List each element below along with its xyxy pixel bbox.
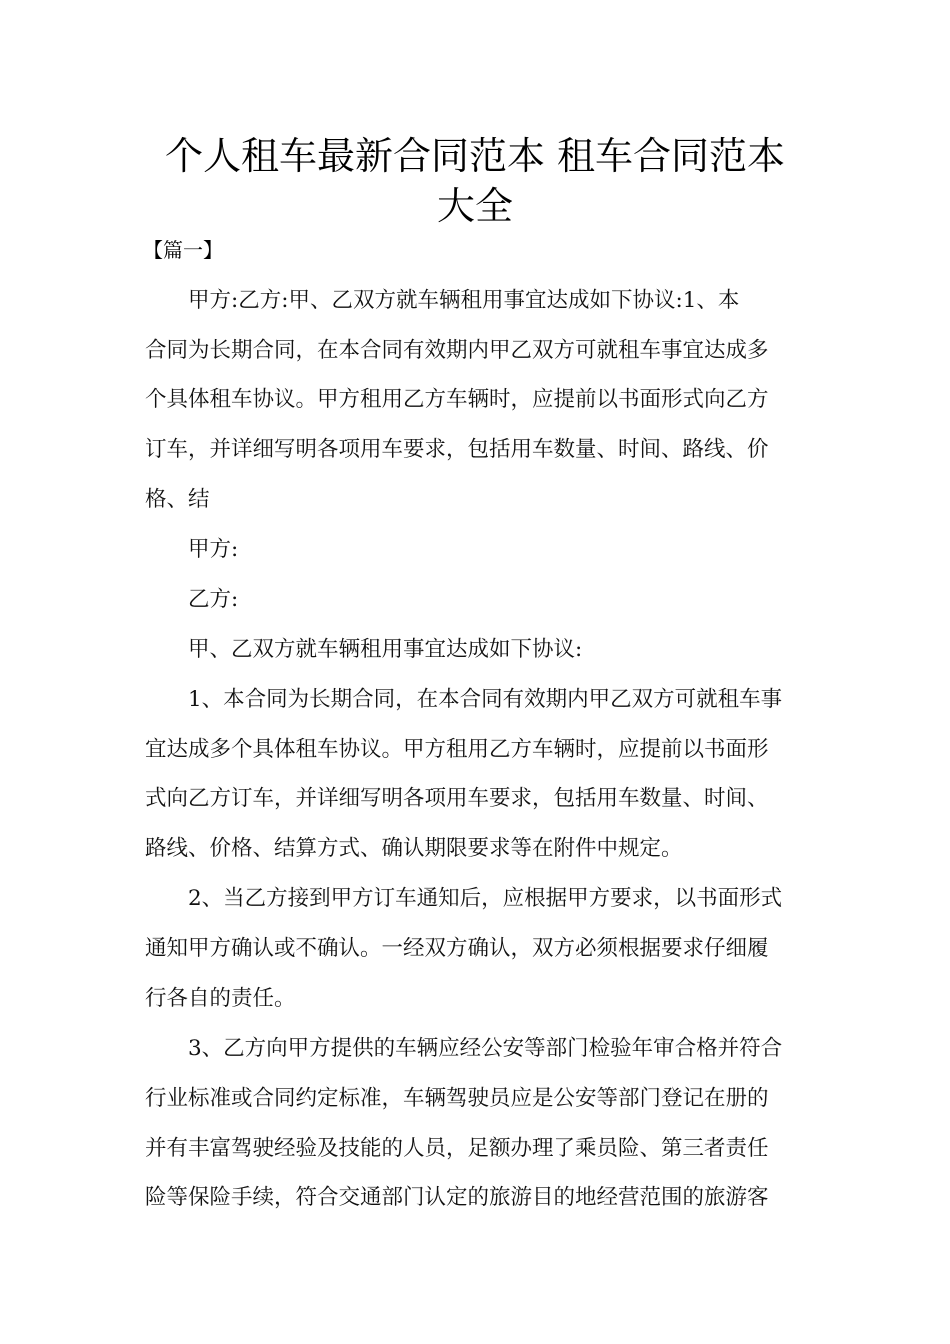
body-line: 行各自的责任。: [145, 986, 296, 1011]
body-line: 1、本合同为长期合同，在本合同有效期内甲乙双方可就租车事: [145, 687, 783, 712]
body-line: 甲方:: [145, 537, 239, 562]
section-label: 【篇一】: [143, 238, 223, 262]
body-line: 合同为长期合同，在本合同有效期内甲乙双方可就租车事宜达成多: [145, 338, 769, 363]
body-line: 乙方:: [145, 587, 239, 612]
body-line: 格、结: [145, 487, 210, 512]
body-line: 订车，并详细写明各项用车要求，包括用车数量、时间、路线、价: [145, 437, 769, 462]
body-line: 宜达成多个具体租车协议。甲方租用乙方车辆时，应提前以书面形: [145, 737, 769, 762]
document-title-line2: 大全: [436, 184, 513, 228]
body-line: 通知甲方确认或不确认。一经双方确认，双方必须根据要求仔细履: [145, 936, 769, 961]
body-line: 甲方:乙方:甲、乙双方就车辆租用事宜达成如下协议:1、本: [145, 288, 740, 313]
body-line: 险等保险手续，符合交通部门认定的旅游目的地经营范围的旅游客: [145, 1185, 769, 1210]
body-line: 式向乙方订车，并详细写明各项用车要求，包括用车数量、时间、: [145, 786, 769, 811]
body-line: 3、乙方向甲方提供的车辆应经公安等部门检验年审合格并符合: [145, 1036, 783, 1061]
body-line: 2、当乙方接到甲方订车通知后，应根据甲方要求，以书面形式: [145, 886, 783, 911]
document-title-line1: 个人租车最新合同范本 租车合同范本: [164, 134, 786, 178]
body-line: 甲、乙双方就车辆租用事宜达成如下协议:: [145, 637, 583, 662]
body-line: 个具体租车协议。甲方租用乙方车辆时，应提前以书面形式向乙方: [145, 387, 769, 412]
body-line: 路线、价格、结算方式、确认期限要求等在附件中规定。: [145, 836, 683, 861]
body-line: 并有丰富驾驶经验及技能的人员，足额办理了乘员险、第三者责任: [145, 1136, 769, 1161]
body-line: 行业标准或合同约定标准，车辆驾驶员应是公安等部门登记在册的: [145, 1086, 769, 1111]
